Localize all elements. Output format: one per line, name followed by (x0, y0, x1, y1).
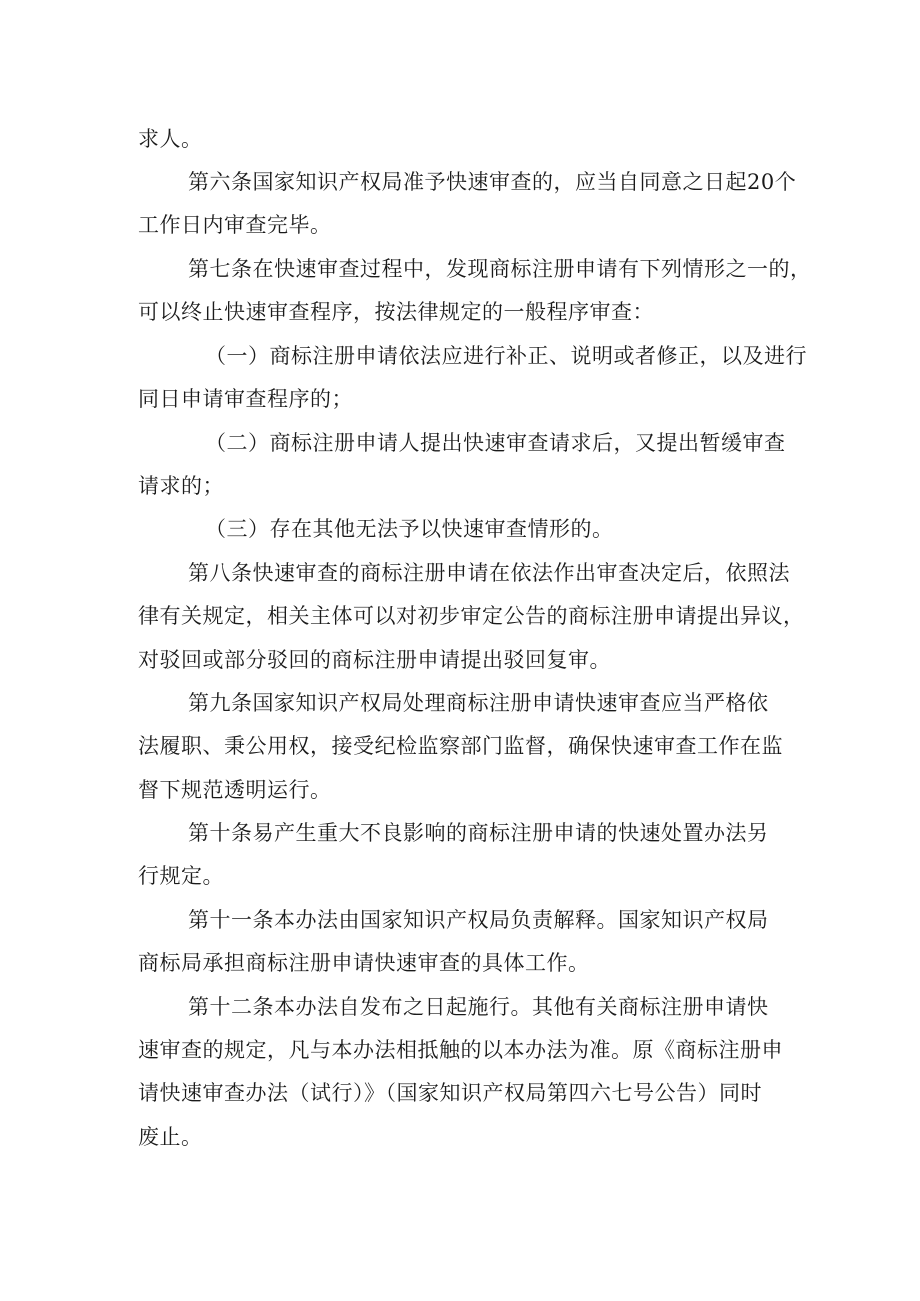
article-8-line-2: 律有关规定，相关主体可以对初步审定公告的商标注册申请提出异议， (138, 604, 805, 628)
article-11-line-1: 第十一条本办法由国家知识产权局负责解释。国家知识产权局 (188, 908, 769, 932)
article-9-line-3: 督下规范透明运行。 (138, 778, 332, 802)
article-11-line-2: 商标局承担商标注册申请快速审查的具体工作。 (138, 951, 590, 975)
article-6-line-2: 工作日内审查完毕。 (138, 213, 332, 237)
article-12-line-1: 第十二条本办法自发布之日起施行。其他有关商标注册申请快 (188, 995, 769, 1019)
clause-3-line-1: （三）存在其他无法予以快速审查情形的。 (205, 517, 614, 541)
article-12-line-2: 速审查的规定，凡与本办法相抵触的以本办法为准。原《商标注册申 (138, 1038, 783, 1062)
article-9-line-2: 法履职、秉公用权，接受纪检监察部门监督，确保快速审查工作在监 (138, 734, 783, 758)
clause-1-line-2: 同日申请审查程序的； (138, 387, 353, 411)
clause-2-line-2: 请求的； (138, 474, 224, 498)
clause-1-line-1: （一）商标注册申请依法应进行补正、说明或者修正，以及进行 (205, 344, 807, 368)
article-7-line-2: 可以终止快速审查程序，按法律规定的一般程序审查： (138, 300, 654, 324)
article-12-line-4: 废止。 (138, 1125, 203, 1149)
article-8-line-1: 第八条快速审查的商标注册申请在依法作出审查决定后，依照法 (188, 561, 790, 585)
text-line: 求人。 (138, 127, 203, 151)
clause-2-line-1: （二）商标注册申请人提出快速审查请求后，又提出暂缓审查 (205, 431, 786, 455)
article-7-line-1: 第七条在快速审查过程中，发现商标注册申请有下列情形之一的， (188, 257, 812, 281)
article-9-line-1: 第九条国家知识产权局处理商标注册申请快速审查应当严格依 (188, 691, 769, 715)
article-6-line-1: 第六条国家知识产权局准予快速审查的，应当自同意之日起20个 (188, 170, 797, 194)
article-10-line-2: 行规定。 (138, 864, 224, 888)
article-10-line-1: 第十条易产生重大不良影响的商标注册申请的快速处置办法另 (188, 821, 769, 845)
article-8-line-3: 对驳回或部分驳回的商标注册申请提出驳回复审。 (138, 648, 611, 672)
article-12-line-3: 请快速审查办法（试行）》（国家知识产权局第四六七号公告）同时 (138, 1081, 762, 1105)
